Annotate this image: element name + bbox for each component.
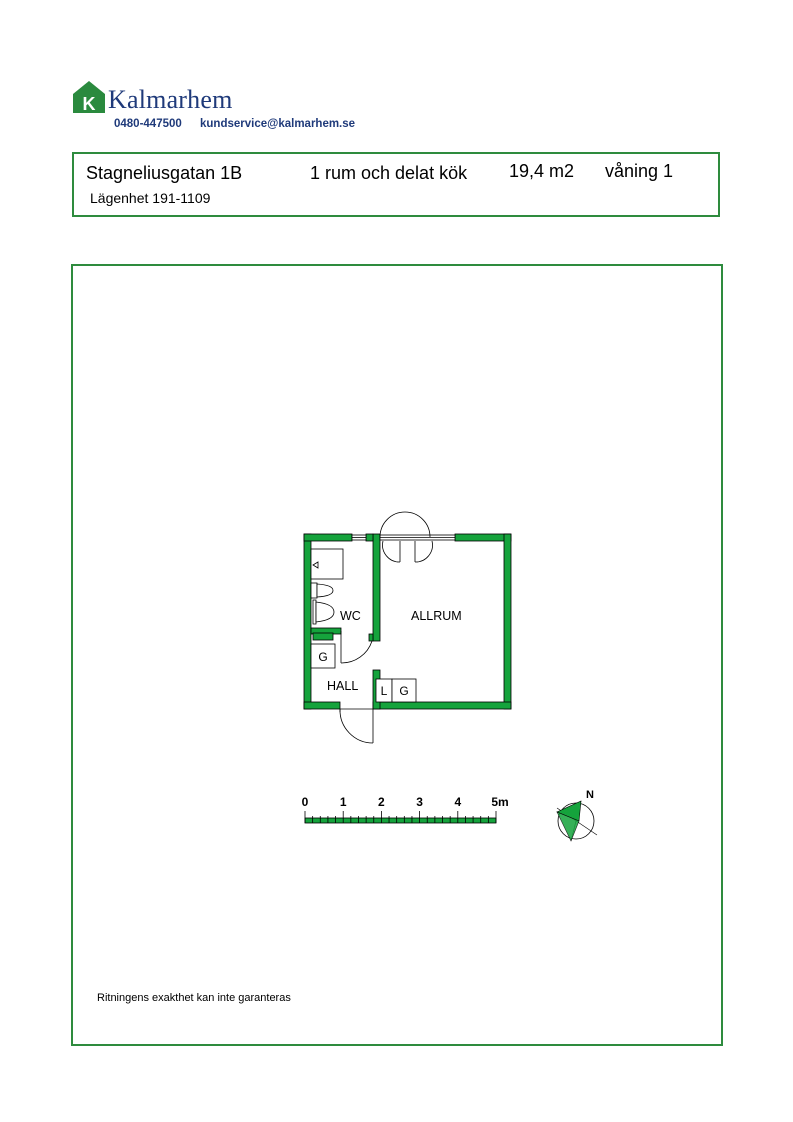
brand-name: Kalmarhem <box>108 85 233 114</box>
disclaimer: Ritningens exakthet kan inte garanteras <box>97 992 291 1004</box>
logo-letter: K <box>82 94 96 114</box>
apartment-number: Lägenhet 191-1109 <box>90 190 211 206</box>
wall-south-hall <box>304 702 340 709</box>
room-label-wc: WC <box>340 609 361 623</box>
floor-level: våning 1 <box>605 161 674 181</box>
toilet-bowl <box>317 584 333 597</box>
closet-living-g-label: G <box>399 684 409 698</box>
room-label-living: ALLRUM <box>411 609 462 623</box>
sink-wall <box>313 600 316 624</box>
room-count: 1 rum och delat kök <box>310 163 468 183</box>
scale-bar <box>302 795 509 823</box>
wall-north-living <box>455 534 511 541</box>
scale-tick-label: 0 <box>301 795 309 809</box>
wall-stub-north <box>366 534 373 541</box>
scale-tick-label: 1 <box>339 795 347 809</box>
address: Stagneliusgatan 1B <box>86 163 243 183</box>
north-arrow <box>557 789 597 841</box>
room-label-hall: HALL <box>327 679 359 693</box>
scale-tick-label: 4 <box>454 795 462 809</box>
sink-bowl <box>316 602 334 622</box>
scale-tick-label: 2 <box>378 795 385 809</box>
wc-door <box>341 631 372 663</box>
email-link[interactable]: kundservice@kalmarhem.se <box>200 118 356 130</box>
wall-west <box>304 534 311 709</box>
compass-north-label: N <box>586 789 594 801</box>
scale-tick-label: 3 <box>416 795 423 809</box>
area: 19,4 m2 <box>509 161 575 181</box>
shelf <box>313 633 333 640</box>
phone-number[interactable]: 0480-447500 <box>114 118 182 130</box>
wall-north-wc <box>304 534 352 541</box>
closet-living-l-label: L <box>380 684 388 698</box>
entry-door <box>340 709 373 743</box>
scale-bar-track <box>305 818 496 823</box>
wall-south-living <box>373 702 511 709</box>
wc-fixtures <box>311 549 343 640</box>
wall-partition <box>373 534 380 641</box>
closet-hall-label: G <box>318 650 328 664</box>
toilet-cistern <box>311 583 317 598</box>
scale-tick-label: 5m <box>491 795 509 809</box>
wall-partition-stub <box>369 634 373 641</box>
wall-east <box>504 534 511 709</box>
